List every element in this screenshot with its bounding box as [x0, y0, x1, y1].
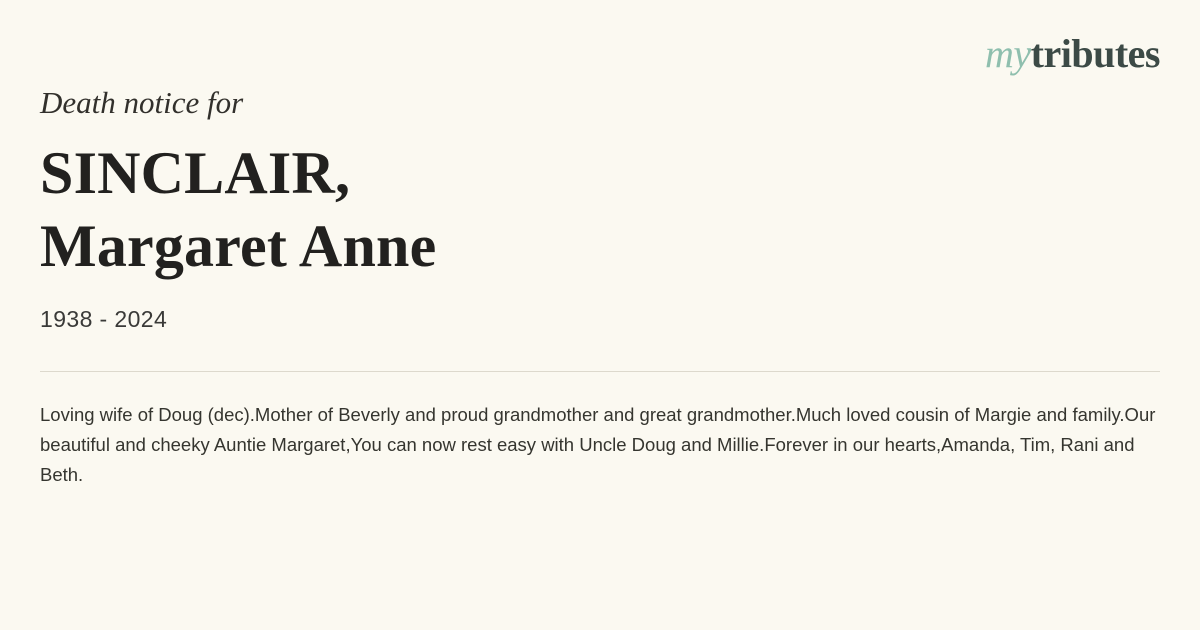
notice-kicker: Death notice for	[40, 85, 244, 120]
logo-text-my: my	[985, 31, 1031, 76]
page-title	[40, 137, 1160, 283]
life-dates: 1938 - 2024	[40, 305, 168, 332]
mytributes-logo[interactable]	[985, 31, 1160, 76]
section-divider	[40, 371, 1160, 372]
deceased-surname: SINCLAIR,	[40, 140, 351, 207]
notice-content	[40, 84, 1160, 508]
deceased-given-names: Margaret Anne	[40, 213, 437, 280]
logo-text-tributes: tributes	[1030, 31, 1160, 76]
notice-body-text: Loving wife of Doug (dec).Mother of Beverly and proud grandmother and great grandmother.Much loved cousin of Margie and family.Our beautiful and cheeky Auntie Margaret,You can now rest easy with Uncle Doug and Millie.Forever in our hearts,Amanda, Tim, Rani and Beth.	[40, 403, 1156, 485]
